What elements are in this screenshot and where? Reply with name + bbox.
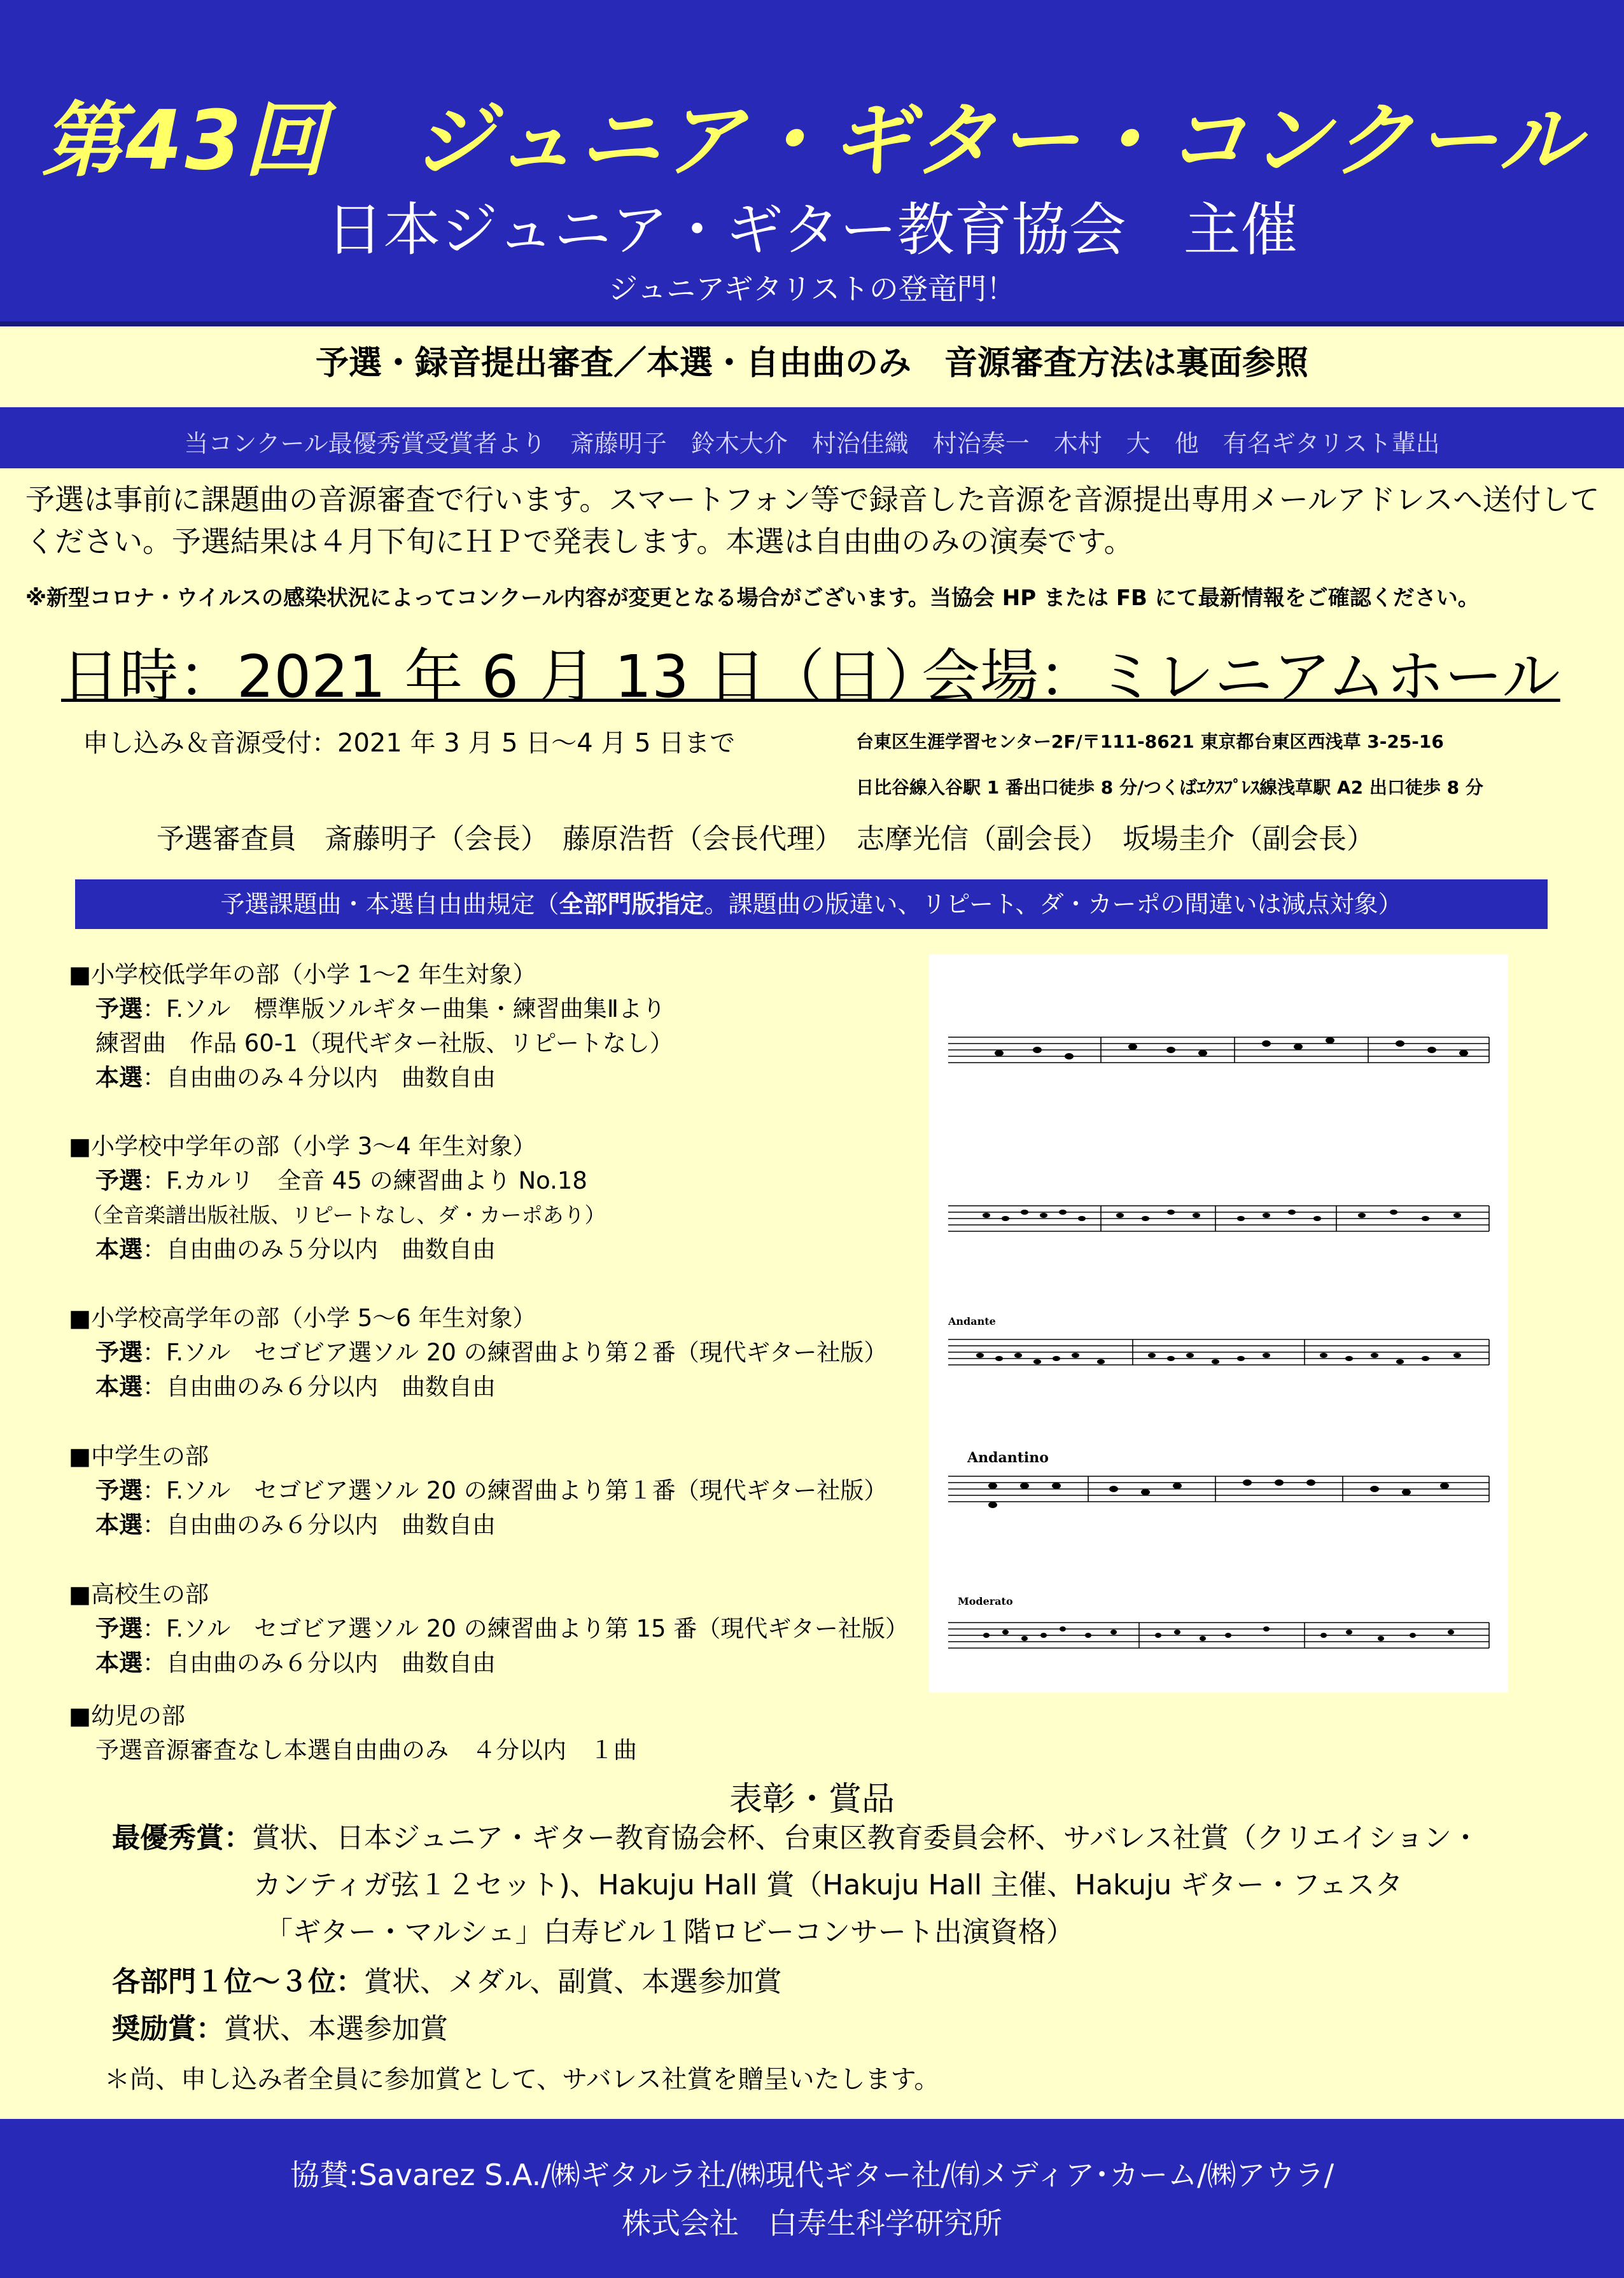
line-text: 練習曲 作品 60-1（現代ギター社版、リピートなし）	[95, 1030, 673, 1057]
intro-line-1: 予選は事前に課題曲の音源審査で行います。スマートフォン等で録音した音源を音源提出専用メールアドレスへ送付して	[25, 482, 1600, 517]
awards-title: 表彰・賞品	[729, 1780, 895, 1819]
line-text: ：自由曲のみ６分以内 曲数自由	[143, 1373, 496, 1401]
intro-text	[25, 479, 1604, 563]
footer-banner	[0, 2119, 1624, 2278]
line-label: 本選	[95, 1236, 143, 1263]
line-text: ：自由曲のみ５分以内 曲数自由	[143, 1236, 496, 1263]
intro-line-2: ください。予選結果は４月下旬にＨＰで発表します。本選は自由曲のみの演奏です。	[25, 524, 1133, 559]
line-label: 予選	[95, 1339, 143, 1366]
tempo-andantino: Andantino	[967, 1450, 1049, 1466]
venue-access: 日比谷線入谷駅 1 番出口徒歩 8 分/つくばｴｸｽﾌﾟﾚｽ線浅草駅 A2 出口徒歩 8 分	[856, 777, 1483, 798]
category-title: ■幼児の部	[69, 1702, 185, 1729]
line-label: 予選	[95, 1615, 143, 1642]
encouragement-text: 賞状、本選参加賞	[224, 2013, 448, 2045]
venue-address: 台東区生涯学習センター2F/〒111-8621 東京都台東区西浅草 3-25-16	[856, 731, 1444, 752]
category-upper-elementary	[69, 1301, 887, 1404]
grand-prize-label: 最優秀賞：	[112, 1822, 252, 1854]
rules-bold: 全部門版指定	[559, 890, 704, 918]
grand-prize-line-2: カンティガ弦１２セット)、Hakuju Hall 賞（Hakuju Hall 主催、Hakuju ギター・フェスタ	[253, 1869, 1403, 1901]
tempo-andante: Andante	[948, 1315, 996, 1327]
sponsors-line-1: 協賛:Savarez S.A./㈱ギタルラ社/㈱現代ギター社/㈲メディア･カーム/㈱アウラ/	[290, 2158, 1334, 2192]
line-text: ：F.ソル セゴビア選ソル 20 の練習曲より第２番（現代ギター社版）	[143, 1339, 888, 1366]
grand-prize-line-1: 賞状、日本ジュニア・ギター教育協会杯、台東区教育委員会杯、サバレス社賞（クリエイション・	[252, 1822, 1480, 1854]
dept-prize-label: 各部門１位〜３位：	[112, 1966, 364, 1998]
category-lower-elementary	[69, 958, 673, 1095]
category-title: ■中学生の部	[69, 1443, 209, 1470]
line-text: ：自由曲のみ６分以内 曲数自由	[143, 1649, 496, 1677]
category-preschool	[69, 1699, 637, 1768]
line-text: ：自由曲のみ４分以内 曲数自由	[143, 1064, 496, 1091]
event-date: 日時：2021 年 6 月 13 日（日）	[61, 643, 942, 711]
category-junior-high	[69, 1439, 887, 1542]
rules-banner	[75, 879, 1548, 929]
page-title: 第43回 ジュニア・ギター・コンクール	[41, 94, 1583, 188]
line-label: 予選	[95, 1167, 143, 1194]
grand-prize-line-3: 「ギター・マルシェ」白寿ビル１階ロビーコンサート出演資格）	[265, 1916, 1074, 1948]
sheet-music-image	[929, 954, 1508, 1693]
organizer: 日本ジュニア・ギター教育協会 主催	[326, 197, 1298, 263]
category-title: ■高校生の部	[69, 1581, 209, 1608]
category-high-school	[69, 1577, 909, 1681]
event-venue: 会場：ミレニアムホール	[921, 643, 1560, 711]
encouragement-prize	[112, 2006, 448, 2053]
tempo-moderato: Moderato	[958, 1595, 1013, 1607]
catchphrase: ジュニアギタリストの登竜門！	[608, 272, 1016, 306]
subtitle: 予選・録音提出審査／本選・自由曲のみ 音源審査方法は裏面参照	[315, 344, 1308, 382]
category-title: ■小学校低学年の部（小学 1〜2 年生対象）	[69, 961, 536, 988]
line-label: 予選	[95, 1477, 143, 1504]
header-divider	[0, 321, 1624, 326]
score-excerpts	[929, 954, 1508, 1693]
line-text: ：F.ソル 標準版ソルギター曲集・練習曲集Ⅱより	[143, 995, 666, 1023]
line-label: 本選	[95, 1373, 143, 1401]
rules-tail: 。課題曲の版違い、リピート、ダ・カーポの間違いは減点対象）	[704, 890, 1403, 918]
line-label: 本選	[95, 1649, 143, 1677]
line-label: 本選	[95, 1064, 143, 1091]
encouragement-label: 奨励賞：	[112, 2013, 224, 2045]
covid-notice: ※新型コロナ・ウイルスの感染状況によってコンクール内容が変更となる場合がございます。当協会 HP または FB にて最新情報をご確認ください。	[25, 585, 1480, 611]
dept-prize	[112, 1959, 781, 2006]
line-text: ：F.ソル セゴビア選ソル 20 の練習曲より第 15 番（現代ギター社版）	[143, 1615, 909, 1642]
line-text: ：F.カルリ 全音 45 の練習曲より No.18	[143, 1167, 587, 1194]
line-text: ：自由曲のみ６分以内 曲数自由	[143, 1511, 496, 1539]
line-text: 予選音源審査なし本選自由曲のみ ４分以内 １曲	[95, 1736, 637, 1764]
alumni-text: 当コンクール最優秀賞受賞者より 斎藤明子 鈴木大介 村治佳織 村治奏一 木村 大 他 有名ギタリスト輩出	[184, 430, 1440, 458]
category-title: ■小学校高学年の部（小学 5〜6 年生対象）	[69, 1304, 536, 1332]
rules-lead: 予選課題曲・本選自由曲規定（	[220, 890, 559, 918]
line-label: 本選	[95, 1511, 143, 1539]
sponsors-line-2: 株式会社 白寿生科学研究所	[622, 2206, 1002, 2240]
application-period: 申し込み＆音源受付：2021 年 3 月 5 日〜4 月 5 日まで	[83, 729, 736, 758]
line-label: 予選	[95, 995, 143, 1023]
grand-prize	[112, 1815, 1480, 1956]
category-middle-elementary	[69, 1129, 606, 1267]
line-text: ：F.ソル セゴビア選ソル 20 の練習曲より第１番（現代ギター社版）	[143, 1477, 888, 1504]
participation-note: ＊尚、申し込み者全員に参加賞として、サバレス社賞を贈呈いたします。	[104, 2065, 940, 2094]
line-text: （全音楽譜出版社版、リピートなし、ダ・カーポあり）	[81, 1203, 606, 1227]
dept-prize-text: 賞状、メダル、副賞、本選参加賞	[364, 1966, 782, 1998]
category-title: ■小学校中学年の部（小学 3〜4 年生対象）	[69, 1133, 536, 1160]
judges: 予選審査員 斎藤明子（会長） 藤原浩哲（会長代理） 志摩光信（副会長） 坂場圭介（副会長）	[157, 823, 1375, 855]
